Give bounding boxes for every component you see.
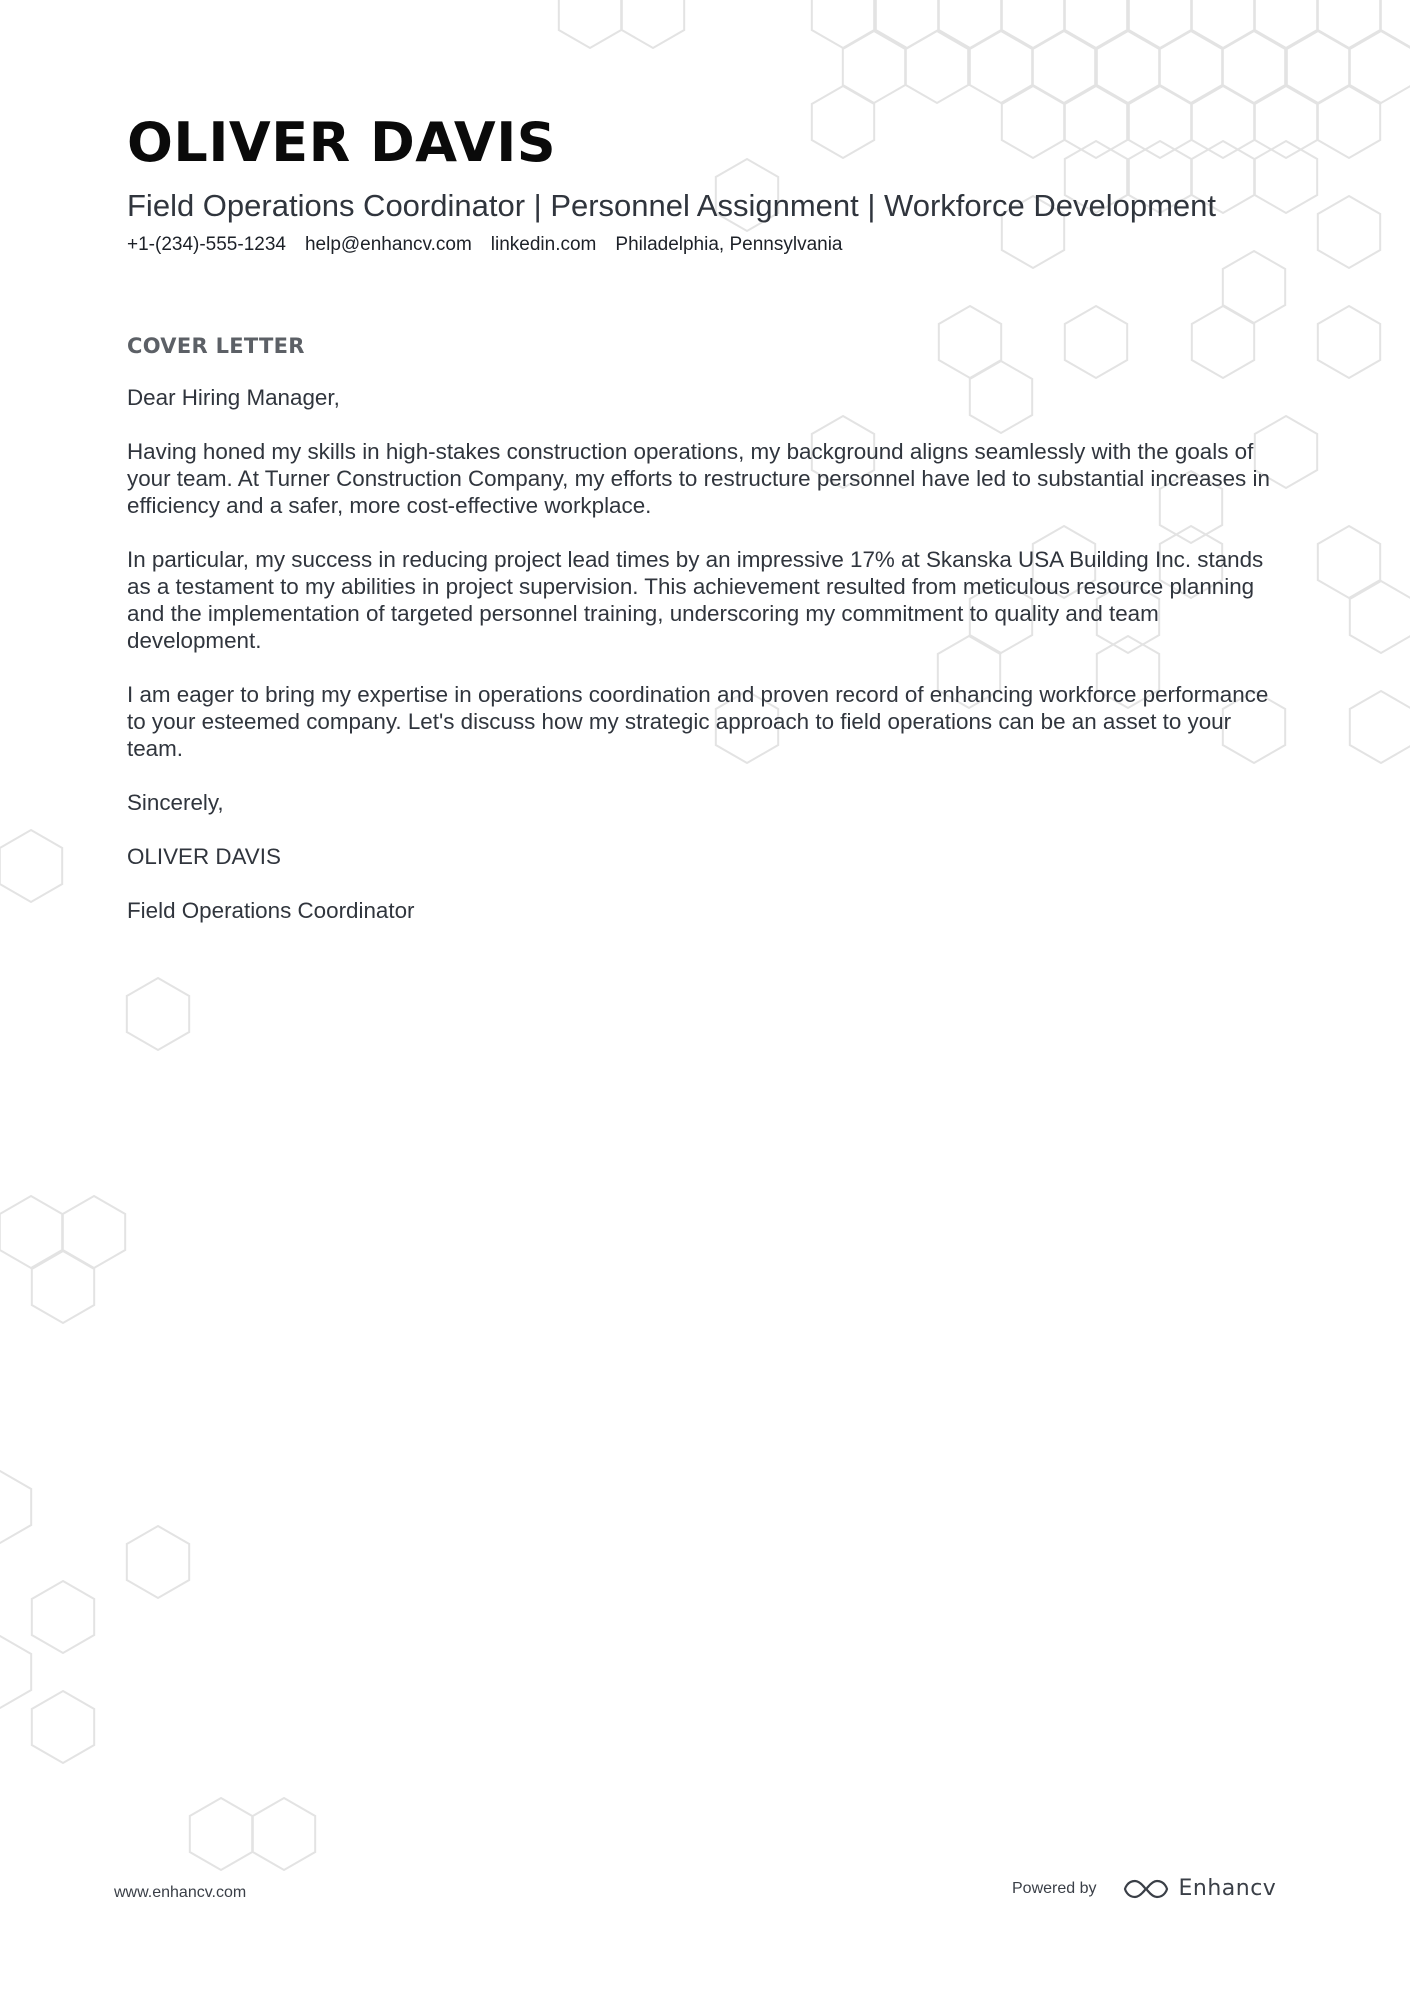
hexagon-shape [1381,0,1410,48]
signature-name: OLIVER DAVIS [127,844,281,869]
hexagon-shape [1318,306,1380,378]
letter-paragraph: In particular, my success in reducing project lead times by an impressive 17% at Skanska USA Building Inc. stands as a testament to my abilities in project supervision. This achievement resulted from meticulous resource planning and the implementation of targeted personnel training, underscoring my commitment to quality and team development. [127,547,1264,653]
hexagon-shape [559,0,621,48]
letter-greeting: Dear Hiring Manager, [127,385,340,410]
letter-paragraph: Having honed my skills in high-stakes construction operations, my background aligns seamlessly with the goals of your team. At Turner Construction Company, my efforts to restructure personnel have led to substantial increases in efficiency and a safer, more cost-effective workplace. [127,439,1270,518]
hexagon-shape [1065,0,1127,48]
hexagon-shape [1192,0,1254,48]
cover-letter-page [127,108,1287,924]
letter-body [127,384,1287,924]
candidate-headline: Field Operations Coordinator | Personnel Assignment | Workforce Development [127,188,1216,223]
hexagon-shape [876,0,938,48]
hexagon-shape [127,1526,189,1598]
contact-location: Philadelphia, Pennsylvania [615,234,843,255]
hexagon-shape [1002,0,1064,48]
footer-website[interactable]: www.enhancv.com [114,1884,247,1901]
signature-title: Field Operations Coordinator [127,898,415,923]
hexagon-shape [1255,0,1317,48]
hexagon-shape [939,0,1001,48]
contact-info [127,232,1287,258]
brand-logo[interactable] [1123,1876,1277,1901]
enhancv-infinity-logo-icon [1123,1877,1169,1901]
footer-branding [1012,1876,1276,1901]
candidate-name: OLIVER DAVIS [127,111,557,174]
section-title: COVER LETTER [127,334,305,358]
hexagon-shape [190,1798,252,1870]
hexagon-shape [0,830,62,902]
contact-email[interactable]: help@enhancv.com [304,234,472,255]
letter-paragraph: I am eager to bring my expertise in operations coordination and proven record of enhancing workforce performance to your esteemed company. Let's discuss how my strategic approach to field operations can be an asset to your team. [127,682,1269,761]
hexagon-shape [1350,691,1410,763]
hexagon-shape [1318,196,1380,268]
hexagon-shape [253,1798,315,1870]
letter-closing: Sincerely, [127,790,224,815]
brand-name: Enhancv [1178,1876,1277,1901]
hexagon-shape [622,0,684,48]
hexagon-shape [32,1691,94,1763]
contact-phone: +1-(234)-555-1234 [127,234,286,255]
hexagon-shape [1129,0,1191,48]
hexagon-shape [0,1471,31,1543]
powered-by-label: Powered by [1012,1879,1097,1897]
hexagon-shape [812,0,874,48]
hexagon-shape [127,978,189,1050]
hexagon-shape [0,1636,31,1708]
hexagon-shape [1318,0,1380,48]
hexagon-shape [32,1581,94,1653]
contact-linkedin[interactable]: linkedin.com [490,234,597,255]
